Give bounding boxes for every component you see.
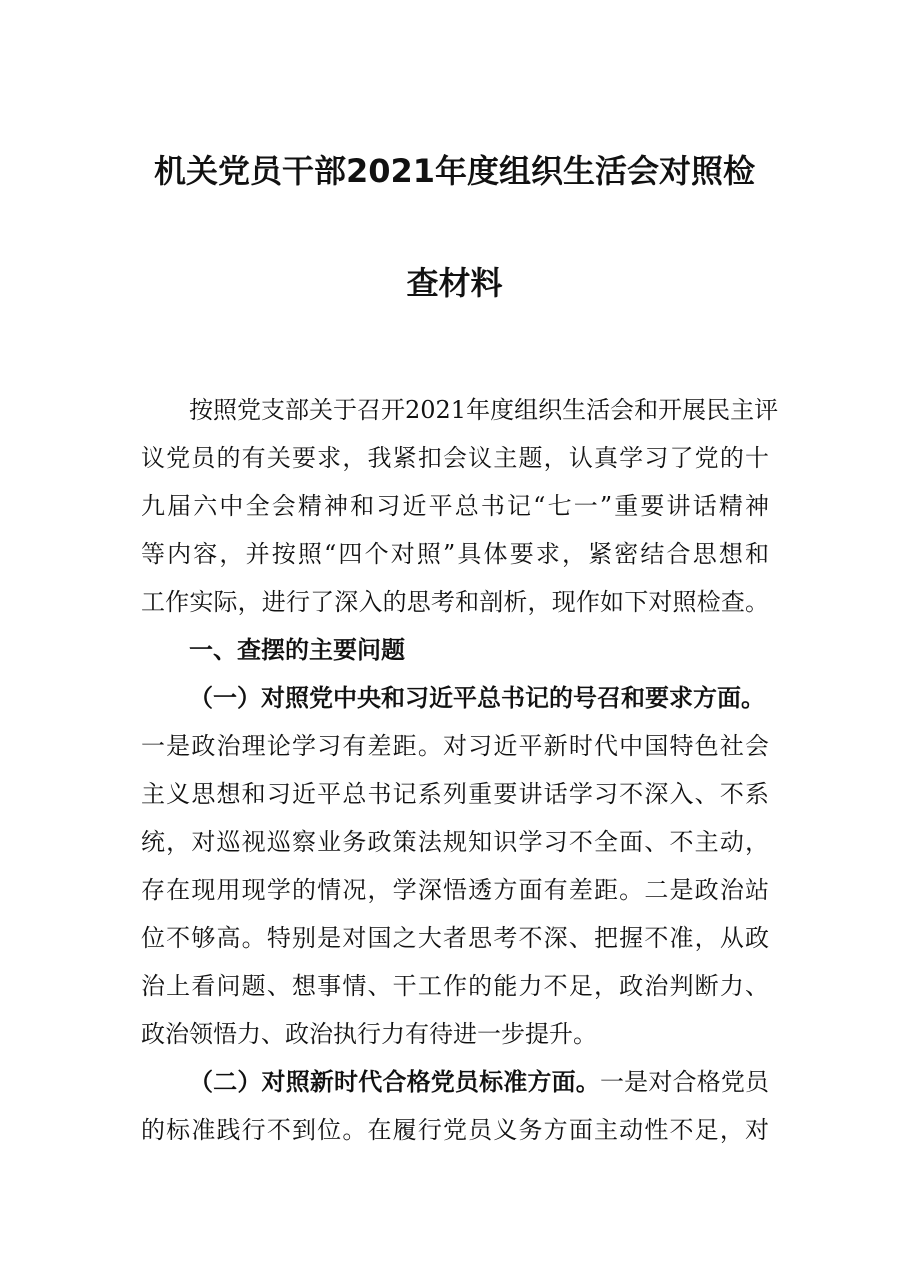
document-title-line-1: 机关党员干部2021年度组织生活会对照检: [153, 152, 756, 190]
subsection-2-text-start: 一是对合格党员: [599, 1068, 770, 1096]
intro-line-1: 按照党支部关于召开2021年度组织生活会和开展民主评: [189, 396, 779, 424]
paragraph-line: 存在现用现学的情况，学深悟透方面有差距。二是政治站: [141, 876, 769, 904]
subsection-2-first-line: [189, 1058, 769, 1106]
paragraph-line: 主义思想和习近平总书记系列重要讲话学习不深入、不系: [141, 780, 769, 808]
intro-line-2: 议党员的有关要求，我紧扣会议主题，认真学习了党的十: [141, 444, 769, 472]
subsection-heading-2: （二）对照新时代合格党员标准方面。: [189, 1068, 600, 1096]
paragraph-line: 政治领悟力、政治执行力有待进一步提升。: [141, 1020, 597, 1048]
intro-line-3: 九届六中全会精神和习近平总书记“七一”重要讲话精神: [141, 492, 769, 520]
intro-line-4: 等内容，并按照“四个对照”具体要求，紧密结合思想和: [141, 540, 769, 568]
document-title-line-2: 查材料: [406, 264, 503, 302]
paragraph-line: 统，对巡视巡察业务政策法规知识学习不全面、不主动，: [141, 828, 769, 856]
paragraph-line: 位不够高。特别是对国之大者思考不深、把握不准，从政: [141, 924, 769, 952]
section-heading-1: 一、查摆的主要问题: [189, 636, 405, 664]
paragraph-line: 的标准践行不到位。在履行党员义务方面主动性不足，对: [141, 1116, 769, 1144]
intro-line-5: 工作实际，进行了深入的思考和剖析，现作如下对照检查。: [141, 588, 769, 616]
paragraph-line: 一是政治理论学习有差距。对习近平新时代中国特色社会: [141, 732, 769, 760]
paragraph-line: 治上看问题、想事情、干工作的能力不足，政治判断力、: [141, 972, 769, 1000]
subsection-heading-1: （一）对照党中央和习近平总书记的号召和要求方面。: [189, 684, 765, 712]
